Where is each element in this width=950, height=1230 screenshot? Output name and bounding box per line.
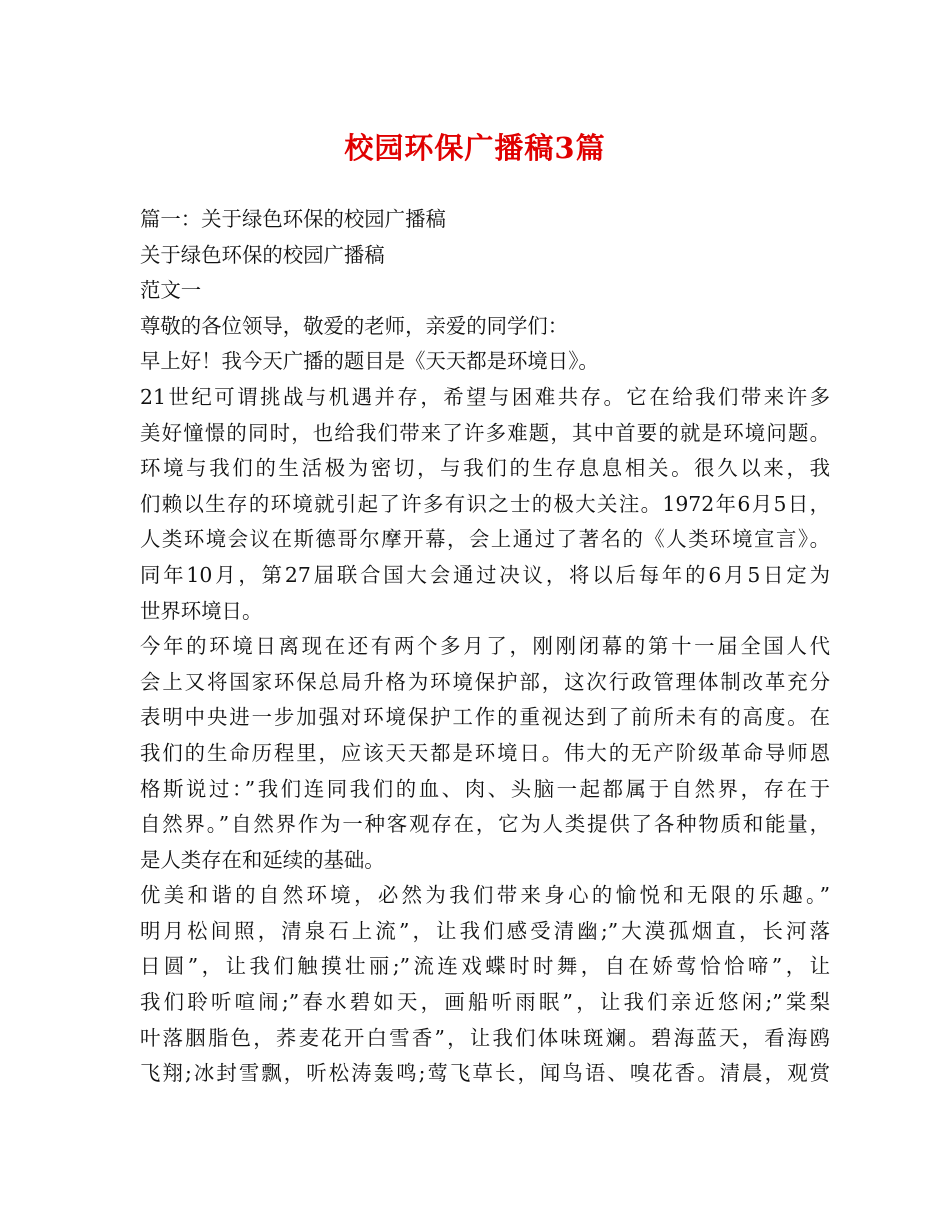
text-line: 会上又将国家环保总局升格为环境保护部，这次行政管理体制改革充分 [140,669,830,694]
text-line: 人类环境会议在斯德哥尔摩开幕，会上通过了著名的《人类环境宣言》。 [140,527,830,552]
text-line: 我们聆听喧闹;”春水碧如天，画船听雨眠”，让我们亲近悠闲;”棠梨 [140,990,830,1015]
text-line: 们赖以生存的环境就引起了许多有识之士的极大关注。1972年6月5日， [140,491,830,516]
text-line: 尊敬的各位领导，敬爱的老师，亲爱的同学们： [140,313,569,338]
text-line: 世界环境日。 [140,598,263,623]
text-line: 关于绿色环保的校园广播稿 [140,242,385,267]
text-line: 明月松间照，清泉石上流”，让我们感受清幽;”大漠孤烟直，长河落 [140,918,830,943]
text-line: 今年的环境日离现在还有两个多月了，刚刚闭幕的第十一届全国人代 [140,634,830,659]
text-line: 21世纪可谓挑战与机遇并存，希望与困难共存。它在给我们带来许多 [140,384,830,409]
text-line: 我们的生命历程里，应该天天都是环境日。伟大的无产阶级革命导师恩 [140,740,830,765]
text-line: 日圆”，让我们触摸壮丽;”流连戏蝶时时舞，自在娇莺恰恰啼”，让 [140,954,830,979]
text-line: 自然界。”自然界作为一种客观存在，它为人类提供了各种物质和能量， [140,812,830,837]
text-line: 飞翔;冰封雪飘，听松涛轰鸣;莺飞草长，闻鸟语、嗅花香。清晨，观赏 [140,1061,830,1086]
text-line: 篇一：关于绿色环保的校园广播稿 [140,207,446,231]
text-line: 格斯说过：”我们连同我们的血、肉、头脑一起都属于自然界，存在于 [140,776,830,801]
text-line: 优美和谐的自然环境，必然为我们带来身心的愉悦和无限的乐趣。” [140,883,830,908]
text-line: 早上好！我今天广播的题目是《天天都是环境日》。 [140,349,599,374]
text-line: 叶落胭脂色，荞麦花开白雪香”，让我们体味斑斓。碧海蓝天，看海鸥 [140,1025,830,1050]
text-line: 是人类存在和延续的基础。 [140,847,385,872]
text-line: 同年10月，第27届联合国大会通过决议，将以后每年的6月5日定为 [140,562,830,587]
text-line: 美好憧憬的同时，也给我们带来了许多难题，其中首要的就是环境问题。 [140,420,830,445]
text-line: 表明中央进一步加强对环境保护工作的重视达到了前所未有的高度。在 [140,705,830,730]
text-line: 范文一 [140,278,202,303]
document-title: 校园环保广播稿3篇 [344,131,606,165]
text-line: 环境与我们的生活极为密切，与我们的生存息息相关。很久以来，我 [140,456,830,481]
document-body [140,202,830,1092]
